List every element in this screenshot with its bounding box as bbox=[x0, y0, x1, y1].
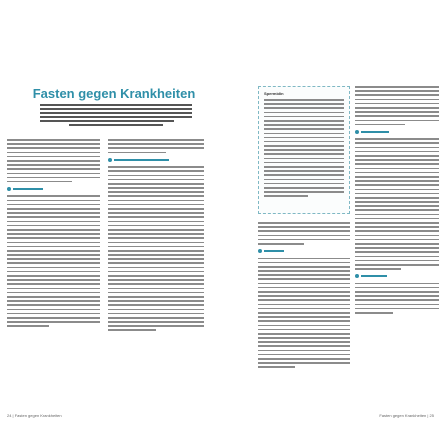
bullet-dot-icon bbox=[355, 130, 359, 134]
right-column-1 bbox=[258, 222, 350, 371]
left-column-2 bbox=[108, 139, 204, 334]
subheading bbox=[355, 128, 439, 135]
bullet-dot-icon bbox=[7, 187, 11, 191]
page-footer-left: 24 | Fasten gegen Krankheiten bbox=[7, 413, 62, 418]
left-column-1 bbox=[7, 139, 100, 329]
bullet-dot-icon bbox=[108, 158, 112, 162]
bullet-dot-icon bbox=[258, 249, 262, 253]
intro-paragraph bbox=[40, 104, 192, 128]
subheading bbox=[355, 273, 439, 280]
info-box-title: Spermidin bbox=[264, 91, 284, 96]
subheading bbox=[258, 248, 350, 255]
bullet-dot-icon bbox=[355, 274, 359, 278]
page-footer-right: Fasten gegen Krankheiten | 25 bbox=[379, 413, 434, 418]
chapter-title: Fasten gegen Krankheiten bbox=[32, 86, 196, 101]
right-column-2 bbox=[355, 86, 439, 316]
subheading bbox=[7, 185, 100, 192]
right-page bbox=[224, 0, 448, 448]
info-box-spermidin bbox=[258, 86, 350, 214]
subheading bbox=[108, 156, 204, 163]
